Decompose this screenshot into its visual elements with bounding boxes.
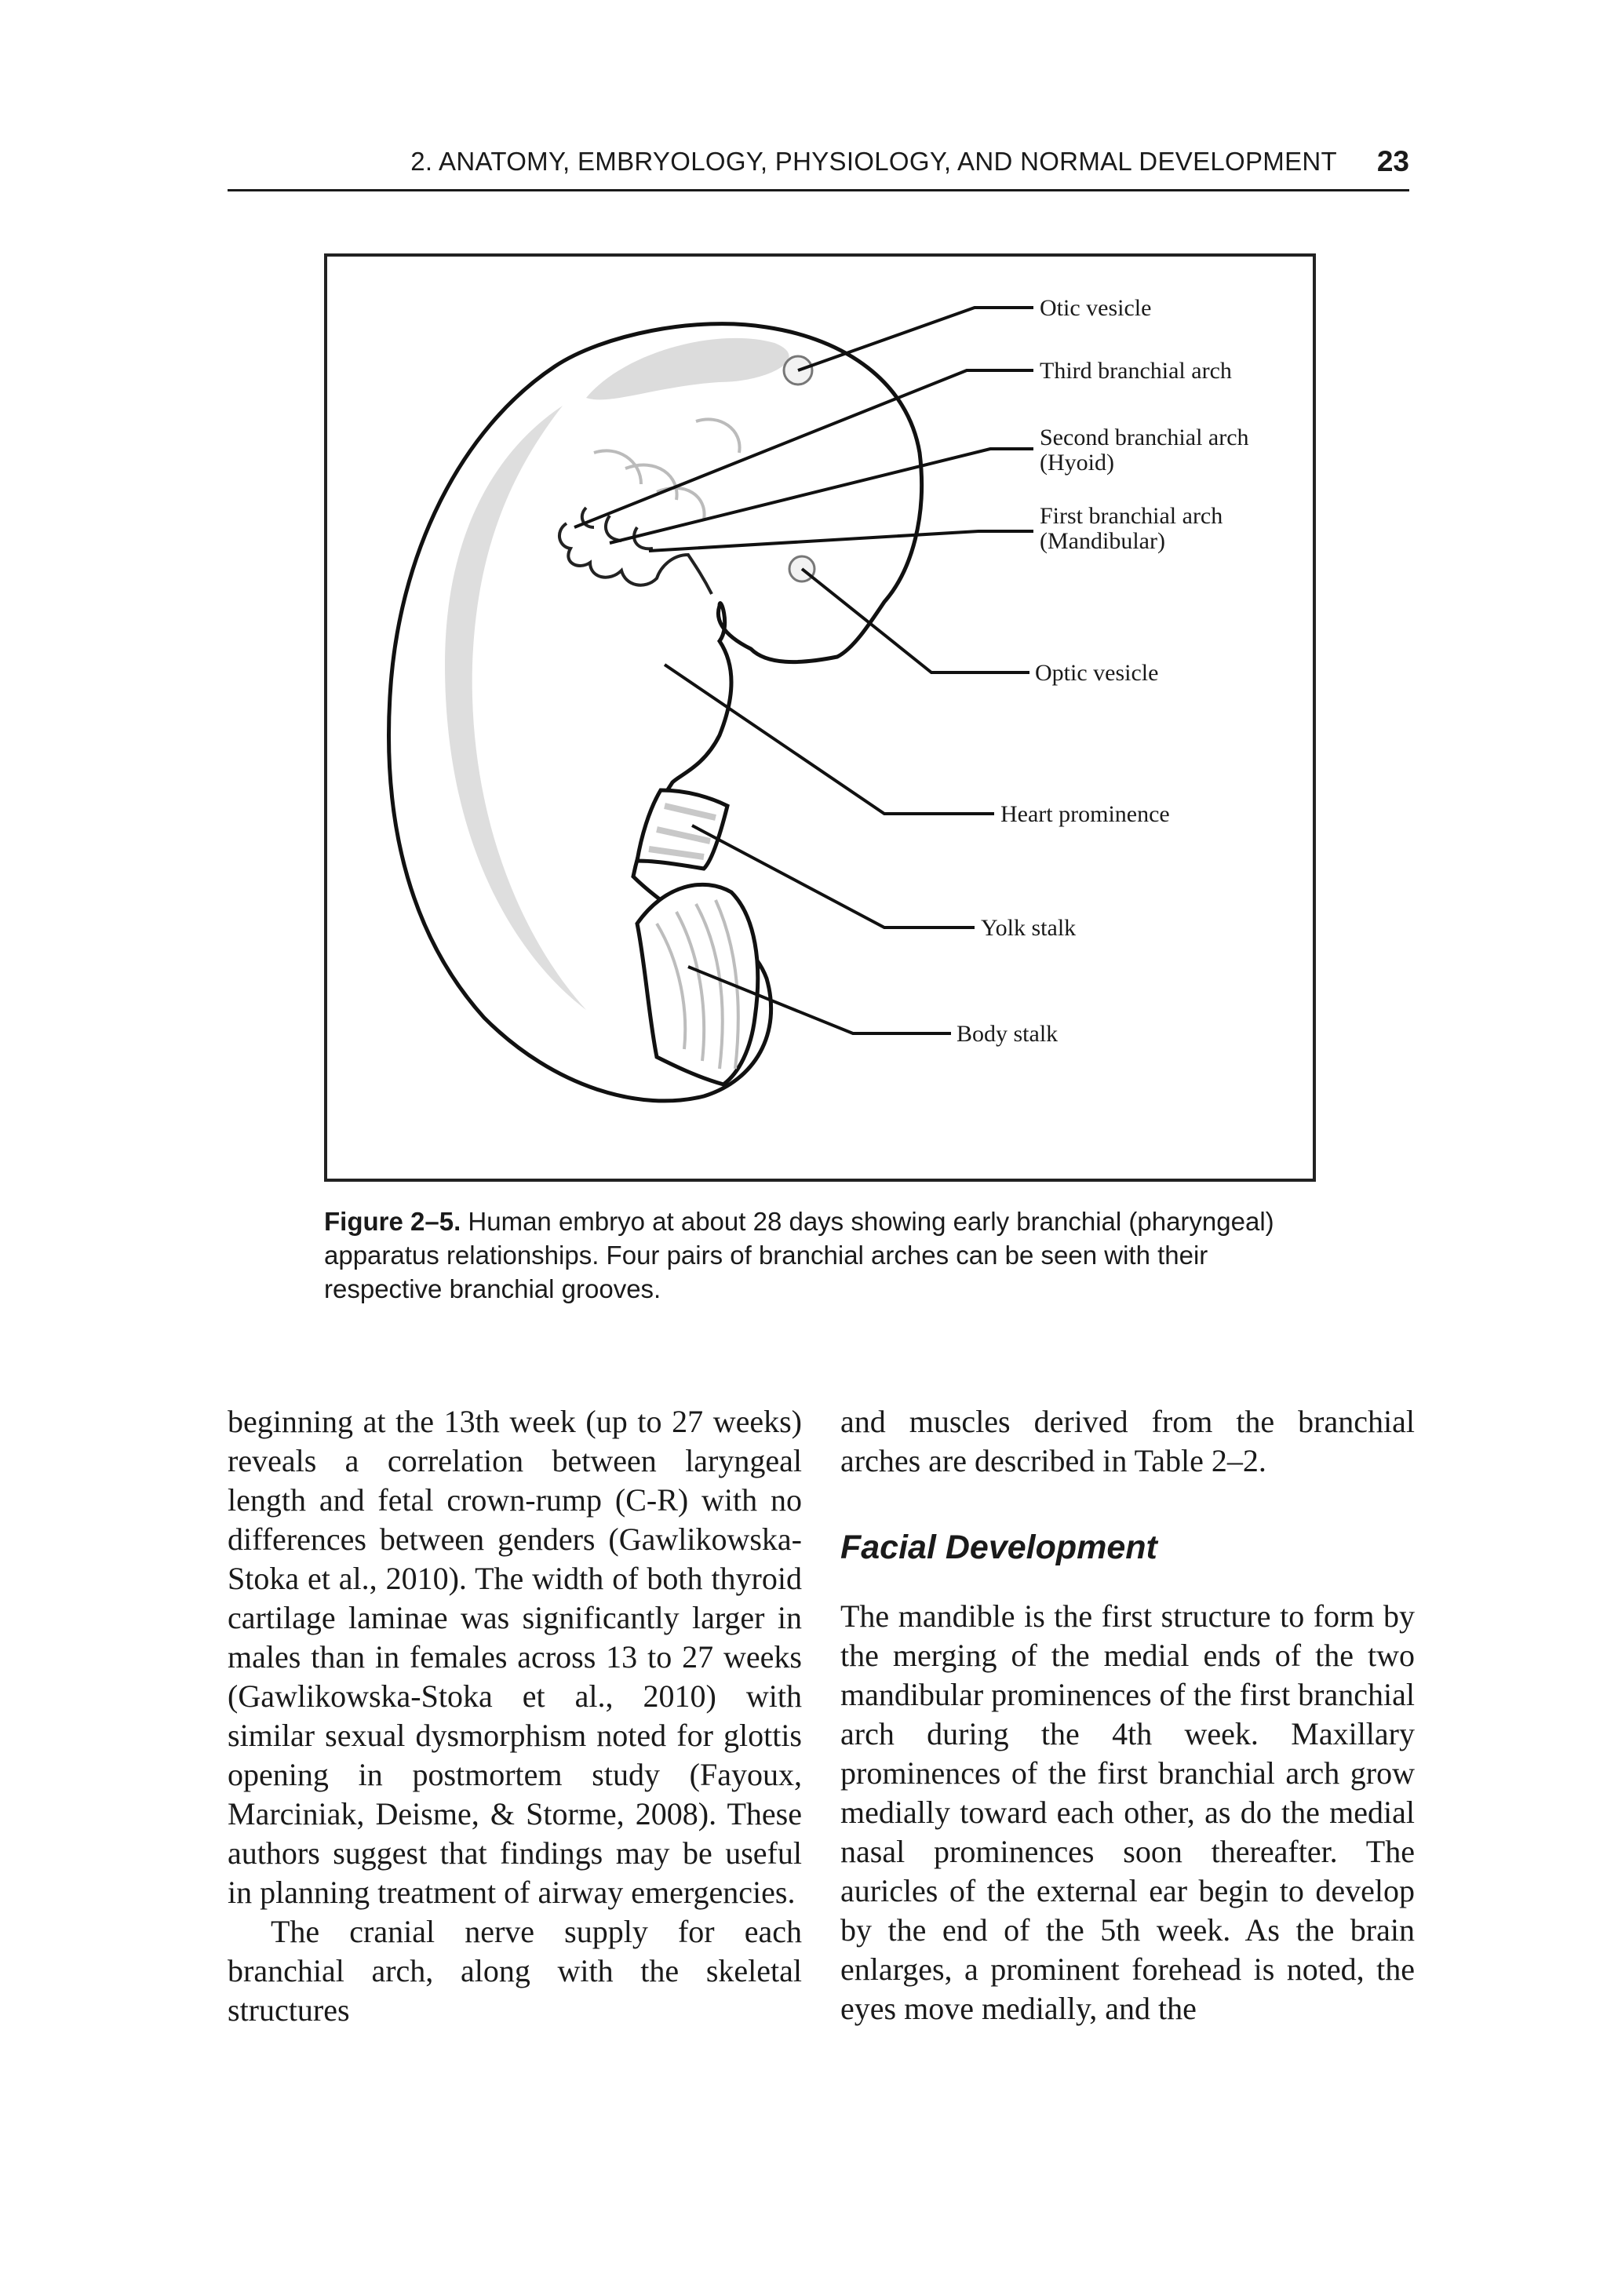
left-paragraph-2: The cranial nerve supply for each branchial arch, along with the skeletal structures — [228, 1914, 802, 2028]
leader-third-arch — [574, 370, 1033, 527]
label-third-branchial-arch: Third branchial arch — [1040, 358, 1232, 384]
left-column — [228, 1402, 802, 2030]
label-second-branchial-arch: Second branchial arch — [1040, 425, 1249, 450]
leader-second-arch — [610, 449, 1033, 543]
embryo-illustration — [327, 257, 1319, 1185]
figure-caption — [324, 1204, 1316, 1306]
label-body-stalk: Body stalk — [957, 1021, 1059, 1047]
label-first-branchial-arch-sub: (Mandibular) — [1040, 528, 1165, 554]
branchial-arches — [559, 508, 712, 594]
embryo-shading — [586, 338, 789, 400]
label-first-branchial-arch: First branchial arch — [1040, 503, 1223, 529]
running-head — [228, 146, 1409, 191]
page-number: 23 — [1376, 145, 1409, 177]
right-paragraph-2: The mandible is the first structure to form by the merging of the medial ends of the two mandibular prominences of the first branchial arch during the 4th week. Maxillary prominences of the first branchial arch grow medially toward each other, as do the medial nasal prominences soon thereafter. The auricles of the external ear begin to develop by the end of the 5th week. As the brain enlarges, a prominent forehead is noted, the eyes move medially, and the — [840, 1598, 1415, 2026]
leader-first-arch — [649, 531, 1033, 551]
left-paragraph-1: beginning at the 13th week (up to 27 weeks) reveals a correlation between laryngeal length and fetal crown-rump (C-R) with no differences between genders (Gawlikowska-Stoka et al., 2010). The width of both thyroid cartilage laminae was significantly larger in males than in females across 13 to 27 weeks (Gawlikowska-Stoka et al., 2010) with similar sexual dysmorphism noted for glottis opening in postmortem study (Fayoux, Marciniak, Deisme, & Storme, 2008). These authors suggest that findings may be useful in planning treatment of airway emergencies. — [228, 1404, 802, 1910]
label-otic-vesicle: Otic vesicle — [1040, 295, 1152, 321]
embryo-inner-shading — [445, 406, 586, 1010]
right-column — [840, 1402, 1415, 2028]
figure-caption-label: Figure 2–5. — [324, 1207, 461, 1236]
label-heart-prominence: Heart prominence — [1000, 801, 1170, 827]
label-yolk-stalk: Yolk stalk — [981, 915, 1077, 941]
leader-otic — [798, 308, 1033, 370]
label-optic-vesicle: Optic vesicle — [1035, 660, 1159, 686]
running-title: 2. ANATOMY, EMBRYOLOGY, PHYSIOLOGY, AND NORMAL DEVELOPMENT — [410, 147, 1337, 176]
right-paragraph-1: and muscles derived from the branchial arches are described in Table 2–2. — [840, 1404, 1415, 1478]
label-second-branchial-arch-sub: (Hyoid) — [1040, 450, 1114, 476]
section-heading: Facial Development — [840, 1529, 1157, 1566]
figure-frame — [324, 253, 1316, 1182]
figure-caption-text: Human embryo at about 28 days showing early branchial (pharyngeal) apparatus relationships. Four pairs of branchial arches can be seen with their respective branchial grooves. — [324, 1207, 1274, 1303]
body-stalk-shape — [637, 884, 758, 1084]
leader-heart — [665, 665, 994, 814]
